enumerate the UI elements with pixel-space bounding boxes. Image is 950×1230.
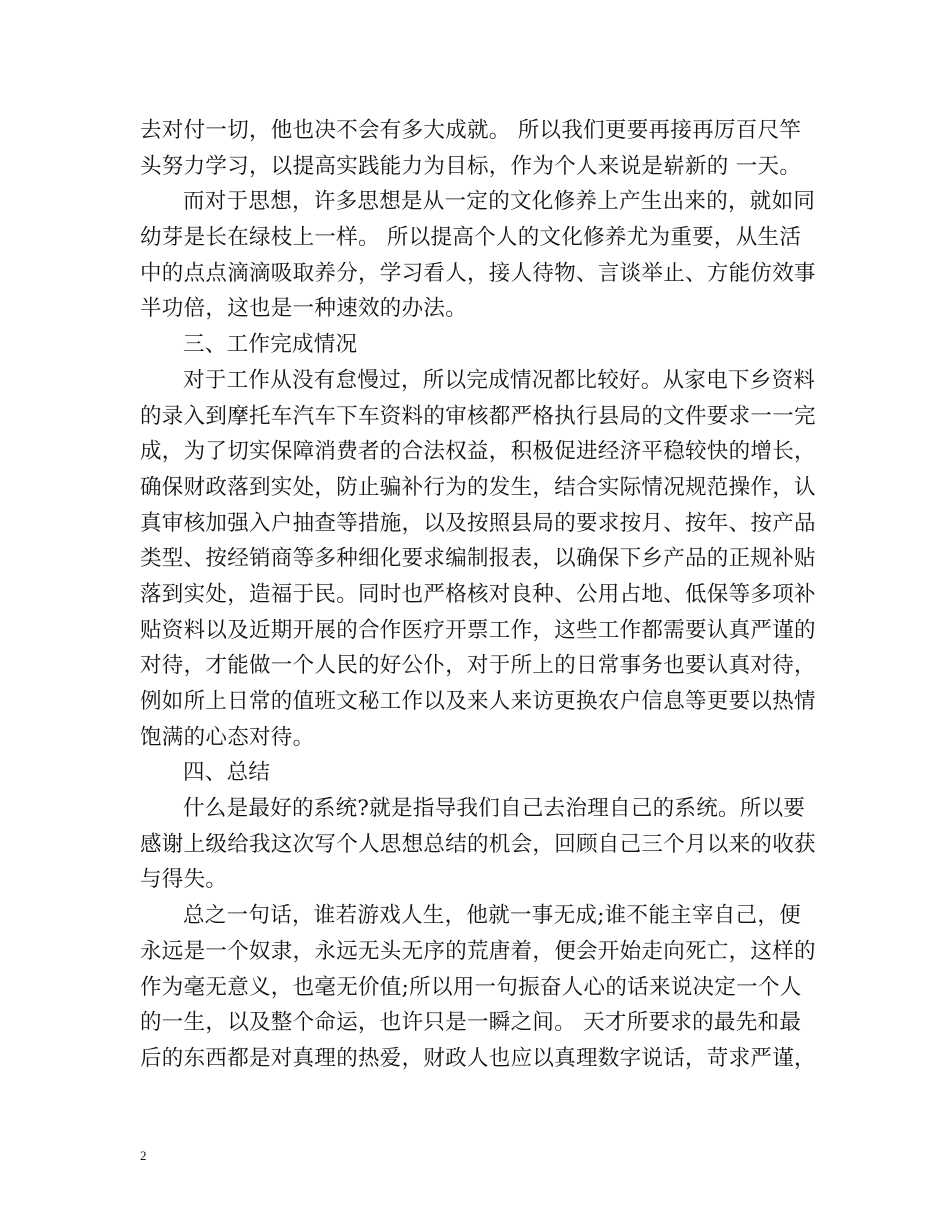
section-heading: 三、工作完成情况 [183,332,358,358]
text-line: 什么是最好的系统?就是指导我们自己去治理自己的系统。所以要 [183,796,806,822]
text-line: 感谢上级给我这次写个人思想总结的机会，回顾自己三个月以来的收获 [140,831,816,857]
text-line: 头努力学习，以提高实践能力为目标，作为个人来说是崭新的 一天。 [140,153,802,179]
text-line: 作为毫无意义，也毫无价值;所以用一句振奋人心的话来说决定一个人 [140,974,802,1000]
text-line: 例如所上日常的值班文秘工作以及来人来访更换农户信息等更要以热情 [140,689,816,714]
text-line: 后的东西都是对真理的热爱，财政人也应以真理数字说话，苛求严谨， [140,1045,816,1071]
text-line: 落到实处，造福于民。同时也严格核对良种、公用占地、低保等多项补 [140,581,816,607]
text-line: 去对付一切，他也决不会有多大成就。 所以我们更要再接再厉百尺竿 [140,118,802,143]
text-line: 饱满的心态对待。 [140,724,315,750]
text-line: 的录入到摩托车汽车下车资料的审核都严格执行县局的文件要求一一完 [140,403,816,429]
body-text [140,113,816,1077]
text-line: 中的点点滴滴吸取养分，学习看人，接人待物、言谈举止、方能仿效事 [140,260,816,286]
text-line: 类型、按经销商等多种细化要求编制报表，以确保下乡产品的正规补贴 [140,546,816,572]
text-line: 对于工作从没有怠慢过，所以完成情况都比较好。从家电下乡资料 [183,367,816,393]
page-number: 2 [140,1148,147,1163]
text-line: 成，为了切实保障消费者的合法权益，积极促进经济平稳较快的增长， [140,439,816,465]
text-line: 半功倍，这也是一种速效的办法。 [140,296,468,322]
text-line: 贴资料以及近期开展的合作医疗开票工作，这些工作都需要认真严谨的 [140,617,816,643]
text-line: 确保财政落到实处，防止骗补行为的发生，结合实际情况规范操作，认 [140,474,816,500]
text-line: 而对于思想，许多思想是从一定的文化修养上产生出来的，就如同 [183,189,816,215]
section-heading: 四、总结 [183,760,271,786]
text-line: 总之一句话，谁若游戏人生，他就一事无成;谁不能主宰自己，便 [183,903,801,929]
text-line: 真审核加强入户抽查等措施，以及按照县局的要求按月、按年、按产品 [140,510,816,536]
text-line: 永远是一个奴隶，永远无头无序的荒唐着，便会开始走向死亡，这样的 [140,938,816,964]
text-line: 与得失。 [140,867,228,893]
text-line: 的一生，以及整个命运，也许只是一瞬之间。 天才所要求的最先和最 [140,1010,802,1036]
text-line: 幼芽是长在绿枝上一样。 所以提高个人的文化修养尤为重要，从生活 [140,225,802,251]
text-line: 对待，才能做一个人民的好公仆，对于所上的日常事务也要认真对待， [140,653,816,679]
